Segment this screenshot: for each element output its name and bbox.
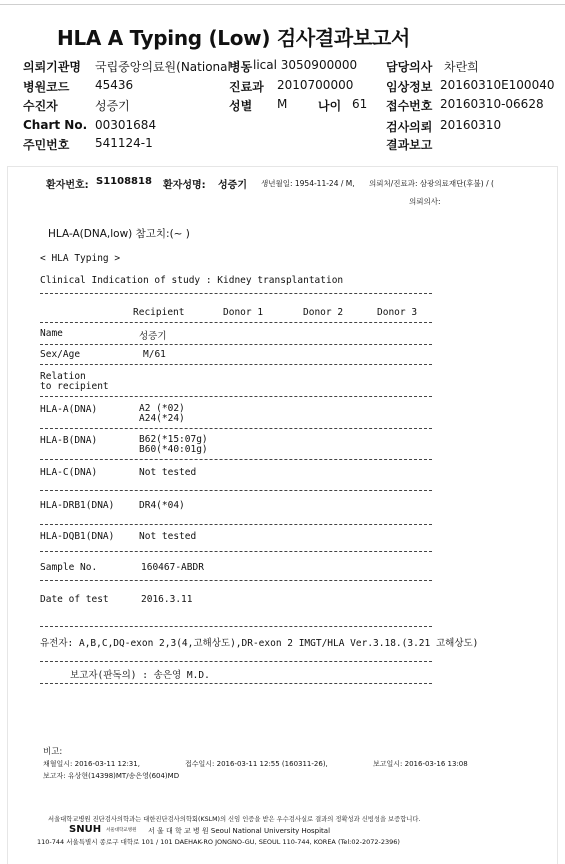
row-value-hla-a: A2 (*02) A24(*24) — [139, 403, 185, 424]
row-rule — [40, 580, 432, 581]
row-value-hla-b: B62(*15:07g) B60(*40:01g) — [139, 434, 208, 455]
field-label-sex: 성별 — [229, 99, 253, 113]
rule-top — [40, 293, 432, 294]
field-value-sex: M — [277, 97, 288, 111]
hospital-name: 서 울 대 학 교 병 원 Seoul National University Hospital — [148, 827, 331, 835]
clinical-indication: Clinical Indication of study : Kidney transplantation — [40, 275, 344, 286]
field-label-patient: 수진자 — [23, 99, 58, 113]
row-label-date-of-test: Date of test — [40, 594, 109, 605]
row-label-hla-a: HLA-A(DNA) — [40, 404, 98, 415]
col-donor-2: Donor 2 — [303, 307, 344, 318]
field-value-ward: lical 3050900000 — [253, 58, 358, 72]
row-rule — [40, 428, 432, 429]
row-rule — [40, 490, 432, 491]
field-label-result-report: 결과보고 — [386, 138, 433, 152]
row-rule — [40, 396, 432, 397]
top-border — [0, 4, 565, 5]
patient-dob: 생년월일: 1954-11-24 / M, — [261, 179, 355, 188]
snuh-logo-small: 서울대학교병원 — [106, 828, 137, 833]
report-time: 보고일시: 2016-03-16 13:08 — [373, 760, 468, 768]
field-value-doctor: 차란희 — [444, 60, 479, 74]
remark-label: 비고: — [43, 747, 63, 757]
row-label-sex-age: Sex/Age — [40, 349, 81, 360]
row-rule — [40, 551, 432, 552]
field-label-doctor: 담당의사 — [386, 60, 433, 74]
row-value-date-of-test: 2016.3.11 — [141, 594, 193, 605]
reporter-line: 보고자(판독의) : 송은영 M.D. — [70, 670, 210, 681]
field-label-clinical-info: 임상정보 — [386, 80, 433, 94]
section-title: < HLA Typing > — [40, 253, 121, 264]
col-donor-3: Donor 3 — [377, 307, 418, 318]
row-rule — [40, 364, 432, 365]
row-label-name: Name — [40, 328, 63, 339]
field-value-hospital-code: 45436 — [95, 78, 134, 92]
row-value-sample-no: 160467-ABDR — [141, 562, 204, 573]
rule-bottom — [40, 626, 432, 627]
field-value-chart-no: 00301684 — [95, 118, 157, 132]
patient-no-label: 환자번호: — [46, 180, 89, 191]
field-label-accession-no: 접수번호 — [386, 99, 433, 113]
row-value-hla-c: Not tested — [139, 467, 197, 478]
field-label-age: 나이 — [318, 99, 342, 113]
col-recipient: Recipient — [133, 307, 185, 318]
field-label-chart-no: Chart No. — [23, 118, 88, 132]
col-donor-1: Donor 1 — [223, 307, 264, 318]
field-value-accession-no: 20160310-06628 — [440, 97, 544, 111]
row-label-relation: Relation to recipient — [40, 371, 109, 392]
certification-text: 서울대학교병원 진단검사의학과는 대한진단검사의학회(KSLM)의 신임 인증을 받은 우수검사실로 결과의 정확성과 신빙성을 보증합니다. — [48, 816, 421, 823]
row-rule — [40, 524, 432, 525]
row-rule — [40, 459, 432, 460]
field-value-request-date: 20160310 — [440, 118, 502, 132]
field-label-request-date: 검사의뢰 — [386, 120, 433, 134]
scanned-report — [8, 167, 557, 864]
field-value-patient: 성증기 — [95, 99, 130, 113]
row-label-hla-dqb1: HLA-DQB1(DNA) — [40, 531, 115, 542]
field-label-hospital-code: 병원코드 — [23, 80, 70, 94]
receive-time: 접수일시: 2016-03-11 12:55 (160311-26), — [185, 760, 328, 768]
reporters-line: 보고자: 유상현(14398)MT/송은영(604)MD — [43, 772, 180, 780]
row-value-name: 성증기 — [139, 331, 167, 342]
field-label-resident-no: 주민번호 — [23, 138, 70, 152]
row-value-hla-drb1: DR4(*04) — [139, 500, 185, 511]
row-label-hla-drb1: HLA-DRB1(DNA) — [40, 500, 115, 511]
collect-time: 채혈일시: 2016-03-11 12:31, — [43, 760, 140, 768]
field-value-department: 2010700000 — [277, 78, 354, 92]
rule-reporter — [40, 683, 432, 684]
row-label-hla-b: HLA-B(DNA) — [40, 435, 98, 446]
method-line: 유전자: A,B,C,DQ-exon 2,3(4,고해상도),DR-exon 2 IMGT/HLA Ver.3.18.(3.21 고해상도) — [40, 638, 479, 649]
field-value-institution: 국립중앙의료원(National — [95, 60, 231, 74]
row-value-sex-age: M/61 — [143, 349, 166, 360]
patient-no: S1108818 — [96, 176, 152, 187]
rule-method — [40, 661, 432, 662]
row-label-hla-c: HLA-C(DNA) — [40, 467, 98, 478]
field-value-resident-no: 541124-1 — [95, 136, 153, 150]
field-label-ward: 병동 — [229, 60, 253, 74]
row-value-hla-dqb1: Not tested — [139, 531, 197, 542]
patient-name-label: 환자성명: — [163, 180, 206, 191]
field-label-institution: 의뢰기관명 — [23, 60, 81, 74]
field-value-age: 61 — [352, 97, 368, 111]
rule-header — [40, 322, 432, 323]
row-label-sample-no: Sample No. — [40, 562, 98, 573]
report-title: HLA A Typing (Low) 검사결과보고서 — [57, 26, 411, 50]
patient-clinic: 의뢰처/진료과: 삼광의료재단(후불) / ( — [369, 179, 494, 188]
snuh-logo: SNUH — [69, 824, 102, 835]
field-label-department: 진료과 — [229, 80, 264, 94]
test-title: HLA-A(DNA,low) 참고치:(~ ) — [48, 228, 190, 240]
row-rule — [40, 344, 432, 345]
field-value-clinical-info: 20160310E100040 — [440, 78, 555, 92]
referring-doctor-label: 의뢰의사: — [409, 197, 441, 206]
hospital-address: 110-744 서울특별시 종로구 대학로 101 / 101 DAEHAK-RO JONGNO-GU, SEOUL 110-744, KOREA (Tel:02-2072-2396) — [37, 838, 400, 846]
patient-name: 성증기 — [218, 180, 247, 191]
